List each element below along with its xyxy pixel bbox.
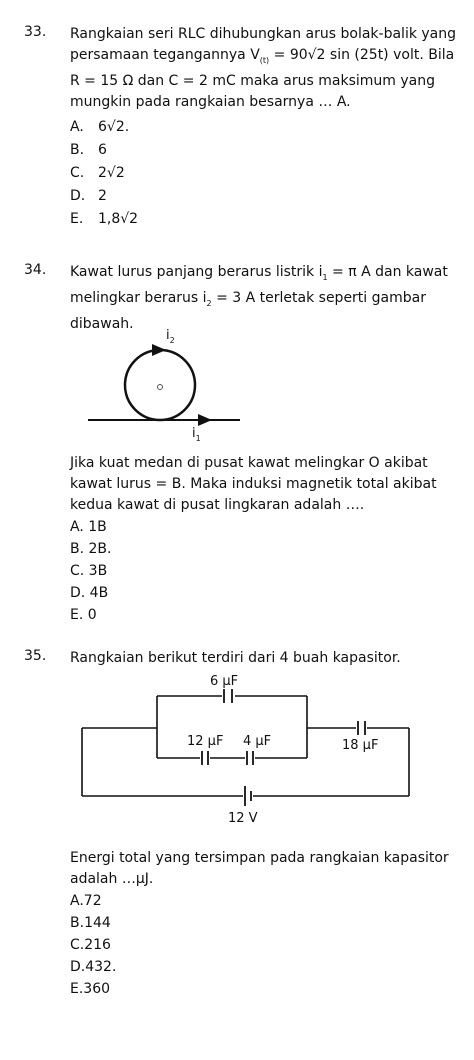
options-list — [70, 516, 466, 626]
option: A. 1B — [70, 519, 107, 535]
text-line: Rangkaian berikut terdiri dari 4 buah kapasitor. — [70, 650, 401, 666]
question-34 — [10, 262, 466, 335]
question-35-continued — [10, 848, 466, 1000]
text-line: Rangkaian seri RLC dihubungkan arus bolak-balik yang — [70, 26, 457, 42]
text-line: kedua kawat di pusat lingkaran adalah …. — [70, 497, 365, 513]
wire-arrow-icon — [198, 414, 212, 426]
text-line: Energi total yang tersimpan pada rangkaian kapasitor — [70, 850, 449, 866]
text-line: R = 15 Ω dan C = 2 mC maka arus maksimum yang — [70, 72, 435, 89]
question-33 — [10, 24, 466, 231]
question-35 — [10, 648, 466, 669]
option: A.72 — [70, 893, 102, 909]
text-line: Kawat lurus panjang berarus listrik $i_1 = \pi$ A dan kawat — [70, 264, 448, 282]
label-i2: $i_2$ — [166, 328, 175, 345]
text-line: mungkin pada rangkaian besarnya … A. — [70, 93, 351, 110]
option: B. 6 — [70, 141, 107, 158]
option: C.216 — [70, 937, 111, 953]
label-12uf: 12 μF — [187, 734, 224, 749]
option: B. 2B. — [70, 541, 112, 557]
option: D.432. — [70, 959, 117, 975]
question-number: 34. — [24, 262, 47, 278]
text-line: persamaan tegangannya $V_{(t)} = 90√2$ sin (25t) volt. Bila — [70, 47, 455, 65]
question-text — [70, 24, 466, 113]
question-text — [70, 648, 466, 669]
text-line: Jika kuat medan di pusat kawat melingkar O akibat — [70, 455, 428, 471]
option: A. 6√2. — [70, 118, 130, 135]
text-line: melingkar berarus $i_2 = 3$ A terletak seperti gambar — [70, 289, 426, 308]
label-4uf: 4 μF — [243, 734, 272, 749]
option: C. 2√2 — [70, 164, 125, 181]
options-list — [70, 116, 466, 231]
capacitor-4uf-symbol — [247, 751, 253, 765]
capacitor-6uf-symbol — [224, 689, 232, 703]
option: C. 3B — [70, 563, 108, 579]
question-number: 35. — [24, 648, 47, 664]
question-text — [70, 262, 466, 335]
label-18uf: 18 μF — [342, 738, 379, 753]
option: D. 4B — [70, 585, 109, 601]
capacitor-18uf-symbol — [358, 721, 365, 735]
label-6uf: 6 μF — [210, 674, 239, 689]
option: E. 1,8√2 — [70, 210, 139, 227]
loop-arrow-icon — [152, 344, 166, 356]
text-line: kawat lurus = B. Maka induksi magnetik total akibat — [70, 476, 437, 492]
text-line: dibawah. — [70, 315, 134, 332]
capacitor-12uf-symbol — [202, 751, 208, 765]
label-12v: 12 V — [228, 811, 258, 826]
wire-figure — [80, 325, 260, 445]
question-34-continued — [10, 453, 466, 626]
option: E. 0 — [70, 607, 97, 623]
label-i1: $i_1$ — [192, 426, 201, 443]
battery-symbol — [245, 786, 251, 806]
question-number: 33. — [24, 24, 47, 40]
options-list — [70, 890, 466, 1000]
option: B.144 — [70, 915, 111, 931]
option: D. 2 — [70, 187, 107, 204]
text-line: adalah …μJ. — [70, 871, 154, 887]
option: E.360 — [70, 981, 111, 997]
capacitor-circuit — [70, 672, 430, 832]
question-text — [70, 848, 466, 890]
center-point — [158, 385, 163, 390]
question-text — [70, 453, 466, 516]
